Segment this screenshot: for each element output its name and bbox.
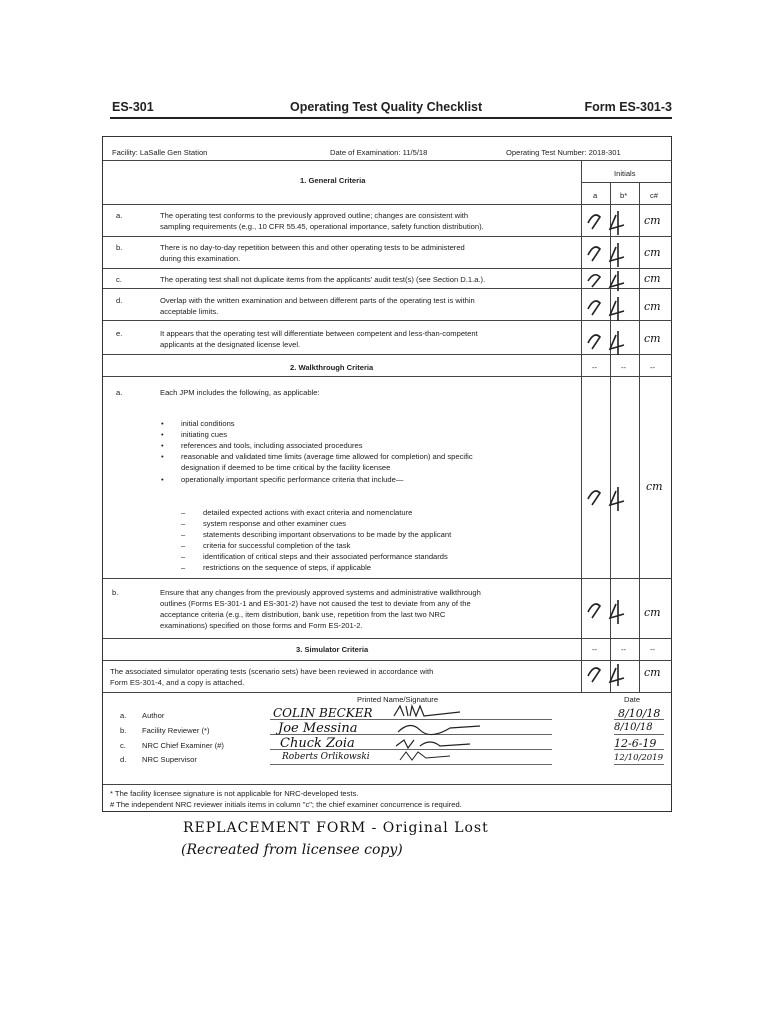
- sig-name-chief: Chuck Zoia: [280, 736, 355, 751]
- bullet-text: designation if deemed to be time critical by the facility licensee: [181, 463, 391, 472]
- item-letter: b.: [112, 588, 119, 597]
- exam-date: Date of Examination: 11/5/18: [330, 148, 428, 157]
- item-text: There is no day-to-day repetition between this and other operating tests to be administered: [160, 243, 465, 252]
- sig-date-author: 8/10/18: [618, 707, 661, 720]
- initials-marks: [584, 205, 636, 585]
- item-text: during this examination.: [160, 254, 241, 263]
- c-initial: cm: [644, 214, 661, 227]
- c-initial: cm: [644, 332, 661, 345]
- item-letter: a.: [116, 211, 123, 220]
- col-rule-a: [581, 160, 582, 692]
- form-title: Operating Test Quality Checklist: [290, 100, 483, 114]
- sig-date-chief: 12-6-19: [614, 737, 657, 750]
- item-letter: e.: [116, 329, 123, 338]
- col-rule-c: [639, 182, 640, 692]
- rule: [103, 692, 672, 693]
- section3-title: 3. Simulator Criteria: [296, 645, 369, 654]
- item-letter: d.: [116, 296, 123, 305]
- col-b-label: b*: [620, 191, 628, 200]
- c-initial: cm: [644, 606, 661, 619]
- test-number: Operating Test Number: 2018-301: [506, 148, 621, 157]
- sig-role: Facility Reviewer (*): [142, 726, 210, 735]
- dash-b: --: [621, 363, 627, 372]
- sig-date-facility: 8/10/18: [614, 722, 653, 733]
- handwritten-note-line2: (Recreated from licensee copy): [181, 842, 403, 858]
- bullet-text: initial conditions: [181, 419, 235, 428]
- c-initial: cm: [644, 246, 661, 259]
- page-header: [112, 100, 672, 118]
- header-rule: [110, 117, 672, 119]
- sig-letter: a.: [120, 711, 127, 720]
- dash-a: --: [592, 645, 598, 654]
- bullet-text: operationally important specific performance criteria that include—: [181, 475, 404, 484]
- dash-icon: –: [181, 530, 186, 539]
- col-c-label: c#: [650, 191, 659, 200]
- subitem-text: detailed expected actions with exact criteria and nomenclature: [203, 508, 413, 517]
- dash-icon: –: [181, 563, 186, 572]
- initials-marks-lower: [584, 592, 636, 688]
- dash-b: --: [621, 645, 627, 654]
- handwritten-note-line1: REPLACEMENT FORM - Original Lost: [183, 820, 489, 836]
- initials-header: Initials: [614, 169, 636, 178]
- dash-c: --: [650, 645, 656, 654]
- section1-title: 1. General Criteria: [300, 176, 366, 185]
- item-letter: b.: [116, 243, 123, 252]
- c-initial: cm: [644, 666, 661, 679]
- item-text: applicants at the designated license level.: [160, 340, 301, 349]
- item-letter: a.: [116, 388, 123, 397]
- item-text: examinations) specified on those forms and Form ES-201-2.: [160, 621, 363, 630]
- c-initial: cm: [644, 272, 661, 285]
- subitem-text: statements describing important observations to be made by the applicant: [203, 530, 452, 539]
- rule: [103, 160, 672, 161]
- item-text: Each JPM includes the following, as applicable:: [160, 388, 320, 397]
- sig-name-supervisor: Roberts Orlikowski: [282, 752, 370, 762]
- bullet-icon: •: [161, 475, 164, 484]
- sig-letter: c.: [120, 741, 126, 750]
- date-header: Date: [624, 695, 641, 704]
- section3-text: Form ES-301-4, and a copy is attached.: [110, 678, 245, 687]
- item-text: The operating test conforms to the previously approved outline; changes are consistent with: [160, 211, 469, 220]
- printed-name-header: Printed Name/Signature: [357, 695, 439, 704]
- bullet-text: initiating cues: [181, 430, 228, 439]
- sig-name-facility: Joe Messina: [278, 721, 358, 736]
- section2-title: 2. Walkthrough Criteria: [290, 363, 374, 372]
- item-text: It appears that the operating test will differentiate between competent and less-than-competent: [160, 329, 478, 338]
- item-text: acceptance criteria (e.g., item distribution, bank use, repetition from the last two NRC: [160, 610, 446, 619]
- footnote-star: * The facility licensee signature is not applicable for NRC-developed tests.: [110, 789, 359, 798]
- item-letter: c.: [116, 275, 122, 284]
- bullet-text: references and tools, including associated procedures: [181, 441, 363, 450]
- item-text: The operating test shall not duplicate items from the applicants' audit test(s) (see Section D.1.a.).: [160, 275, 486, 284]
- sig-letter: d.: [120, 755, 127, 764]
- item-text: Overlap with the written examination and between different parts of the operating test is within: [160, 296, 475, 305]
- subitem-text: identification of critical steps and their associated performance standards: [203, 552, 448, 561]
- dash-icon: –: [181, 519, 186, 528]
- c-initial: cm: [644, 300, 661, 313]
- col-a-label: a: [593, 191, 598, 200]
- section3-text: The associated simulator operating tests (scenario sets) have been reviewed in accordance with: [110, 667, 434, 676]
- c-initial: cm: [646, 480, 663, 493]
- signature-scribbles: [390, 702, 510, 766]
- bullet-icon: •: [161, 441, 164, 450]
- dash-icon: –: [181, 552, 186, 561]
- item-text: outlines (Forms ES-301-1 and ES-301-2) have not caused the test to deviate from any of the: [160, 599, 471, 608]
- dash-icon: –: [181, 541, 186, 550]
- subitem-text: system response and other examiner cues: [203, 519, 347, 528]
- subitem-text: restrictions on the sequence of steps, if applicable: [203, 563, 372, 572]
- rule: [581, 182, 672, 183]
- bullet-text: reasonable and validated time limits (average time allowed for completion) and specific: [181, 452, 473, 461]
- sig-role: NRC Chief Examiner (#): [142, 741, 224, 750]
- sig-letter: b.: [120, 726, 127, 735]
- rule: [614, 734, 664, 735]
- dash-a: --: [592, 363, 598, 372]
- item-text: acceptable limits.: [160, 307, 219, 316]
- sig-role: Author: [142, 711, 165, 720]
- dash-c: --: [650, 363, 656, 372]
- form-number: Form ES-301-3: [584, 100, 672, 114]
- bullet-icon: •: [161, 419, 164, 428]
- bullet-icon: •: [161, 430, 164, 439]
- facility-label: Facility: LaSalle Gen Station: [112, 148, 208, 157]
- bullet-icon: •: [161, 452, 164, 461]
- sig-role: NRC Supervisor: [142, 755, 197, 764]
- rule: [614, 764, 664, 765]
- item-text: sampling requirements (e.g., 10 CFR 55.45, operational importance, safety function distribution).: [160, 222, 484, 231]
- footnote-hash: # The independent NRC reviewer initials items in column "c"; the chief examiner concurrence is required.: [110, 800, 462, 809]
- item-text: Ensure that any changes from the previously approved systems and administrative walkthrough: [160, 588, 481, 597]
- rule: [103, 784, 672, 785]
- sig-date-supervisor: 12/10/2019: [614, 753, 663, 763]
- sig-name-author: COLIN BECKER: [273, 706, 373, 720]
- subitem-text: criteria for successful completion of the task: [203, 541, 351, 550]
- form-code: ES-301: [112, 100, 154, 114]
- dash-icon: –: [181, 508, 186, 517]
